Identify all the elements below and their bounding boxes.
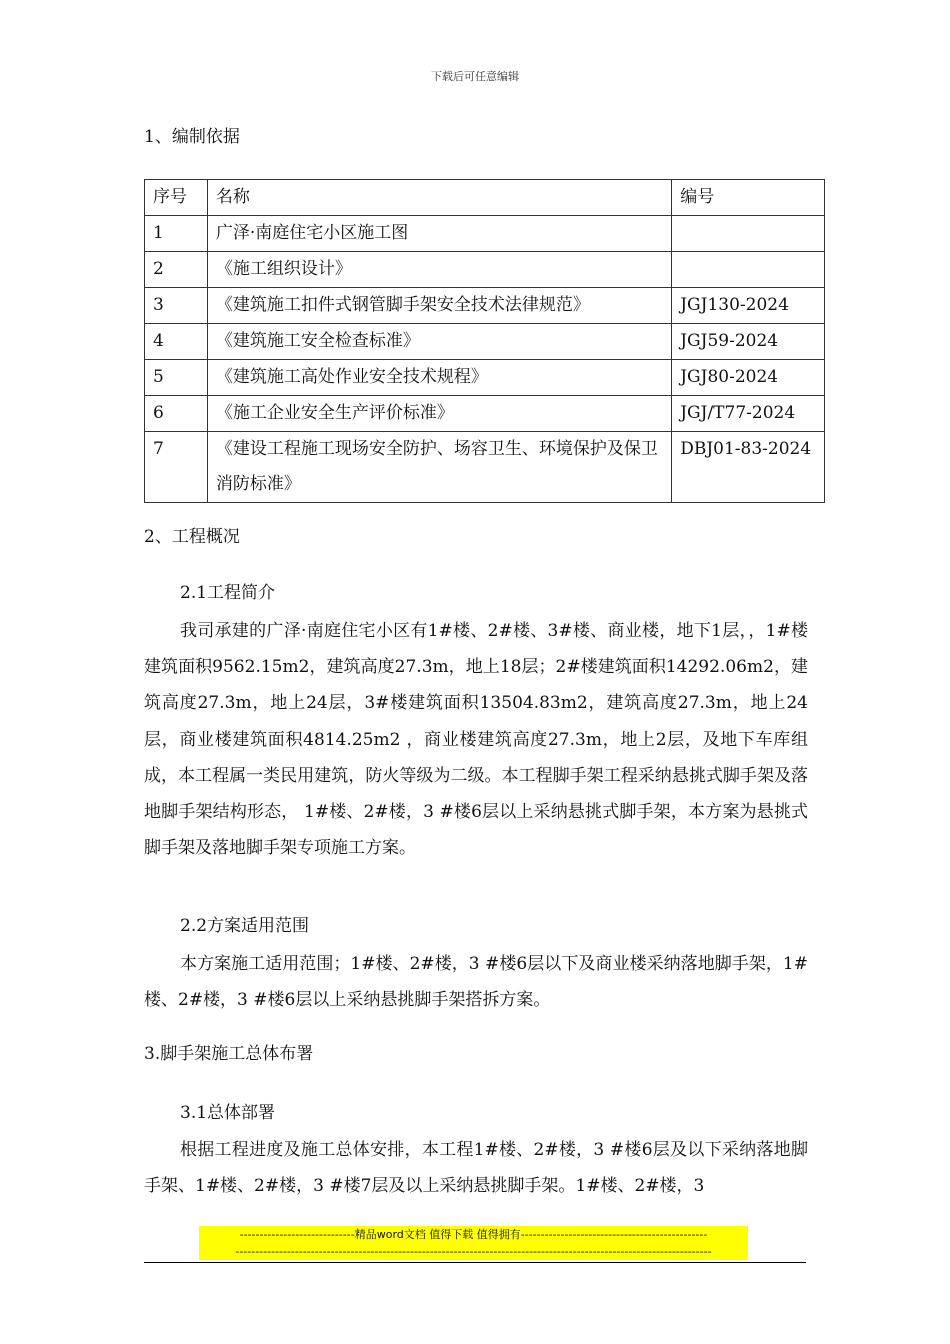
section-2-2-title: 2.2方案适用范围 [180,916,310,936]
header-note: 下载后可任意编辑 [431,70,519,83]
section-2-2-text: 本方案施工适用范围；1#楼、2#楼，3 #楼6层以下及商业楼采纳落地脚手架，1#楼、2#楼，3 #楼6层以上采纳悬挑脚手架搭拆方案。 [144,954,808,1011]
footer-banner [199,1226,748,1260]
table-header-row [145,180,825,216]
footer-banner-line: ------------------------------------------------------------------------------------------------------------------------ [235,1245,712,1258]
cell-no: 7 [145,432,208,503]
cell-code: JGJ80-2024 [672,360,825,396]
section-2-title: 2、工程概况 [144,527,240,547]
table-row [145,432,825,503]
cell-no: 5 [145,360,208,396]
header-name: 名称 [207,180,671,216]
section-3-1-text: 根据工程进度及施工总体安排，本工程1#楼、2#楼，3 #楼6层及以下采纳落地脚手架、1#楼、2#楼，3 #楼7层及以上采纳悬挑脚手架。1#楼、2#楼，3 [144,1140,808,1197]
cell-code [672,252,825,288]
cell-name: 《施工组织设计》 [207,252,671,288]
cell-code: JGJ/T77-2024 [672,396,825,432]
section-3-1-title: 3.1总体部署 [180,1103,276,1123]
cell-no: 1 [145,216,208,252]
cell-name: 《建筑施工扣件式钢管脚手架安全技术法律规范》 [207,288,671,324]
cell-code: JGJ59-2024 [672,324,825,360]
cell-name: 广泽·南庭住宅小区施工图 [207,216,671,252]
cell-no: 3 [145,288,208,324]
cell-no: 4 [145,324,208,360]
footer-rule [144,1262,806,1263]
cell-name: 《建设工程施工现场安全防护、场容卫生、环境保护及保卫消防标准》 [207,432,671,503]
cell-code: JGJ130-2024 [672,288,825,324]
section-2-1-title: 2.1工程简介 [180,583,276,603]
table-row [145,324,825,360]
cell-no: 2 [145,252,208,288]
cell-code [672,216,825,252]
cell-name: 《建筑施工安全检查标准》 [207,324,671,360]
section-3-title: 3.脚手架施工总体布署 [144,1044,314,1064]
table-row [145,216,825,252]
table-row [145,252,825,288]
header-code: 编号 [672,180,825,216]
header-no: 序号 [145,180,208,216]
table-row [145,288,825,324]
table-row [145,360,825,396]
table-row [145,396,825,432]
cell-code: DBJ01-83-2024 [672,432,825,503]
cell-name: 《施工企业安全生产评价标准》 [207,396,671,432]
basis-table [144,179,825,503]
section-1-title: 1、编制依据 [144,127,240,147]
cell-name: 《建筑施工高处作业安全技术规程》 [207,360,671,396]
section-2-1-text: 我司承建的广泽·南庭住宅小区有1#楼、2#楼、3#楼、商业楼，地下1层，，1#楼建筑面积9562.15m2，建筑高度27.3m，地上18层；2#楼建筑面积14292.06m2，建筑高度27.3m，地上24层，3#楼建筑面积13504.83m2，建筑高度27.3m，地上24层，商业楼建筑面积4814.25m2 ，商业楼建筑高度27.3m，地上2层，及地下车库组成，本工程属一类民用建筑，防火等级为二级。本工程脚手架工程采纳悬挑式脚手架及落地脚手架结构形态， 1#楼、2#楼，3 #楼6层以上采纳悬挑式脚手架，本方案为悬挑式脚手架及落地脚手架专项施工方案。 [144,621,808,859]
footer-banner-line: -----------------------------精品word文档 值得下载 值得拥有----------------------------------------------- [239,1228,708,1241]
cell-no: 6 [145,396,208,432]
